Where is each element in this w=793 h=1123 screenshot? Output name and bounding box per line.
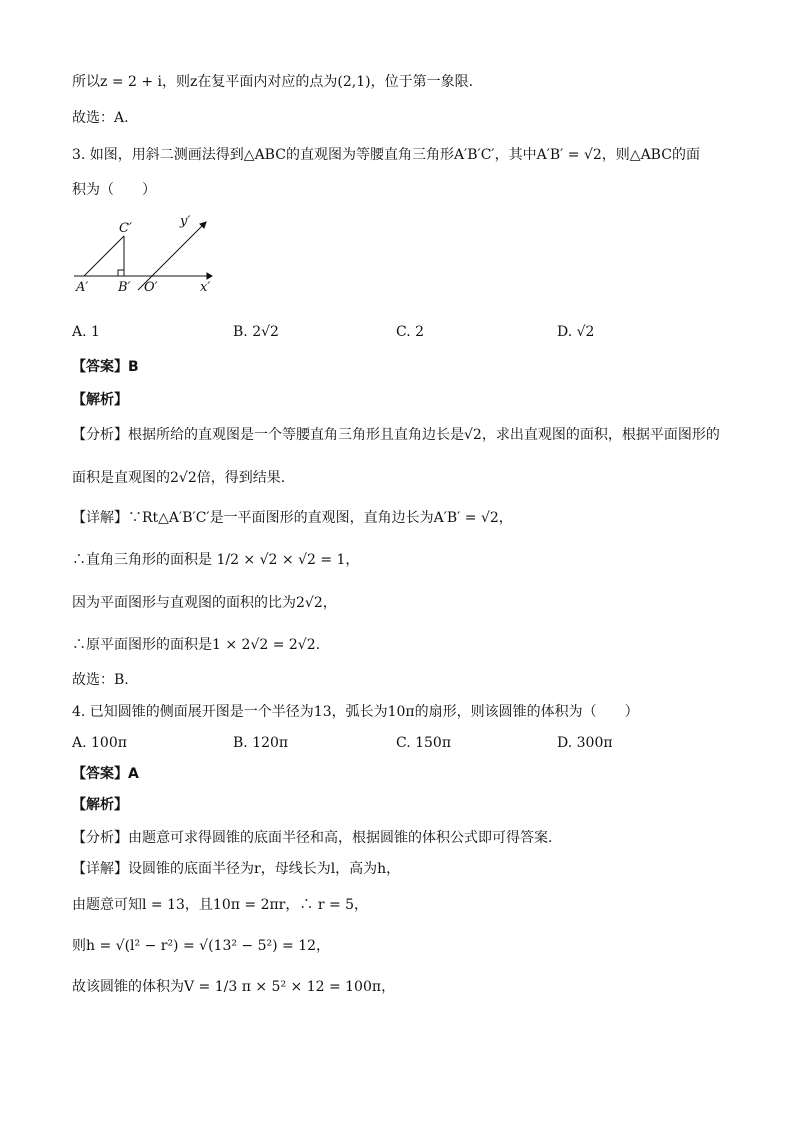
q3-detail-line-3: 因为平面图形与直观图的面积的比为2√2， — [72, 595, 337, 611]
q3-detail-line-2: ∴直角三角形的面积是 1/2 × √2 × √2 = 1， — [72, 552, 360, 568]
q4-detail-line-4: 故该圆锥的体积为V = 1/3 π × 5² × 12 = 100π， — [72, 979, 396, 995]
label-b-prime: B′ — [118, 280, 131, 295]
q3-analysis-line-2: 面积是直观图的2√2倍，得到结果. — [72, 470, 286, 486]
question-4-stem: 4. 已知圆锥的侧面展开图是一个半径为13，弧长为10π的扇形，则该圆锥的体积为（ ） — [72, 704, 639, 720]
q4-option-d: D. 300π — [557, 735, 613, 751]
label-a-prime: A′ — [76, 280, 89, 295]
q3-detail-line-4: ∴原平面图形的面积是1 × 2√2 = 2√2. — [72, 637, 321, 653]
oblique-diagram — [72, 215, 222, 295]
q3-analysis-heading: 【解析】 — [72, 392, 128, 408]
q4-answer: 【答案】A — [72, 766, 139, 782]
q4-detail-line-1: 【详解】设圆锥的底面半径为r，母线长为l，高为h， — [72, 861, 401, 877]
question-3-stem-cont: 积为（ ） — [72, 182, 156, 198]
q4-option-c: C. 150π — [396, 735, 452, 751]
q4-detail-line-2: 由题意可知l = 13，且10π = 2πr，∴ r = 5， — [72, 897, 369, 913]
q3-detail-line-1: 【详解】∵Rt△A′B′C′是一平面图形的直观图，直角边长为A′B′ = √2， — [72, 510, 513, 526]
right-angle-mark — [118, 270, 124, 276]
q3-option-a: A. 1 — [72, 324, 100, 340]
question-3-stem: 3. 如图，用斜二测画法得到△ABC的直观图为等腰直角三角形A′B′C′，其中A′B′ = √2，则△ABC的面 — [72, 147, 700, 163]
q4-detail-line-3: 则h = √(l² − r²) = √(13² − 5²) = 12， — [72, 938, 331, 954]
q3-final-choice: 故选：B. — [72, 672, 129, 688]
q3-option-c: C. 2 — [396, 324, 425, 340]
q3-analysis-line-1: 【分析】根据所给的直观图是一个等腰直角三角形且直角边长是√2，求出直观图的面积，根据平面图形的 — [72, 427, 720, 443]
label-o-prime: O′ — [144, 280, 158, 295]
label-y-prime: y′ — [180, 215, 191, 229]
q3-option-d: D. √2 — [557, 324, 595, 340]
text-line-choice-a: 故选：A. — [72, 110, 129, 126]
q4-analysis-line: 【分析】由题意可求得圆锥的底面半径和高，根据圆锥的体积公式即可得答案. — [72, 830, 553, 846]
label-c-prime: C′ — [119, 221, 132, 236]
label-x-prime: x′ — [200, 280, 211, 295]
x-axis-arrow — [207, 273, 212, 279]
text-line-conclusion: 所以z = 2 + i，则z在复平面内对应的点为(2,1)，位于第一象限. — [72, 74, 474, 90]
q4-analysis-heading: 【解析】 — [72, 797, 128, 813]
q3-answer: 【答案】B — [72, 359, 139, 375]
q4-option-a: A. 100π — [72, 735, 127, 751]
q4-option-b: B. 120π — [233, 735, 289, 751]
q3-option-b: B. 2√2 — [233, 324, 279, 340]
